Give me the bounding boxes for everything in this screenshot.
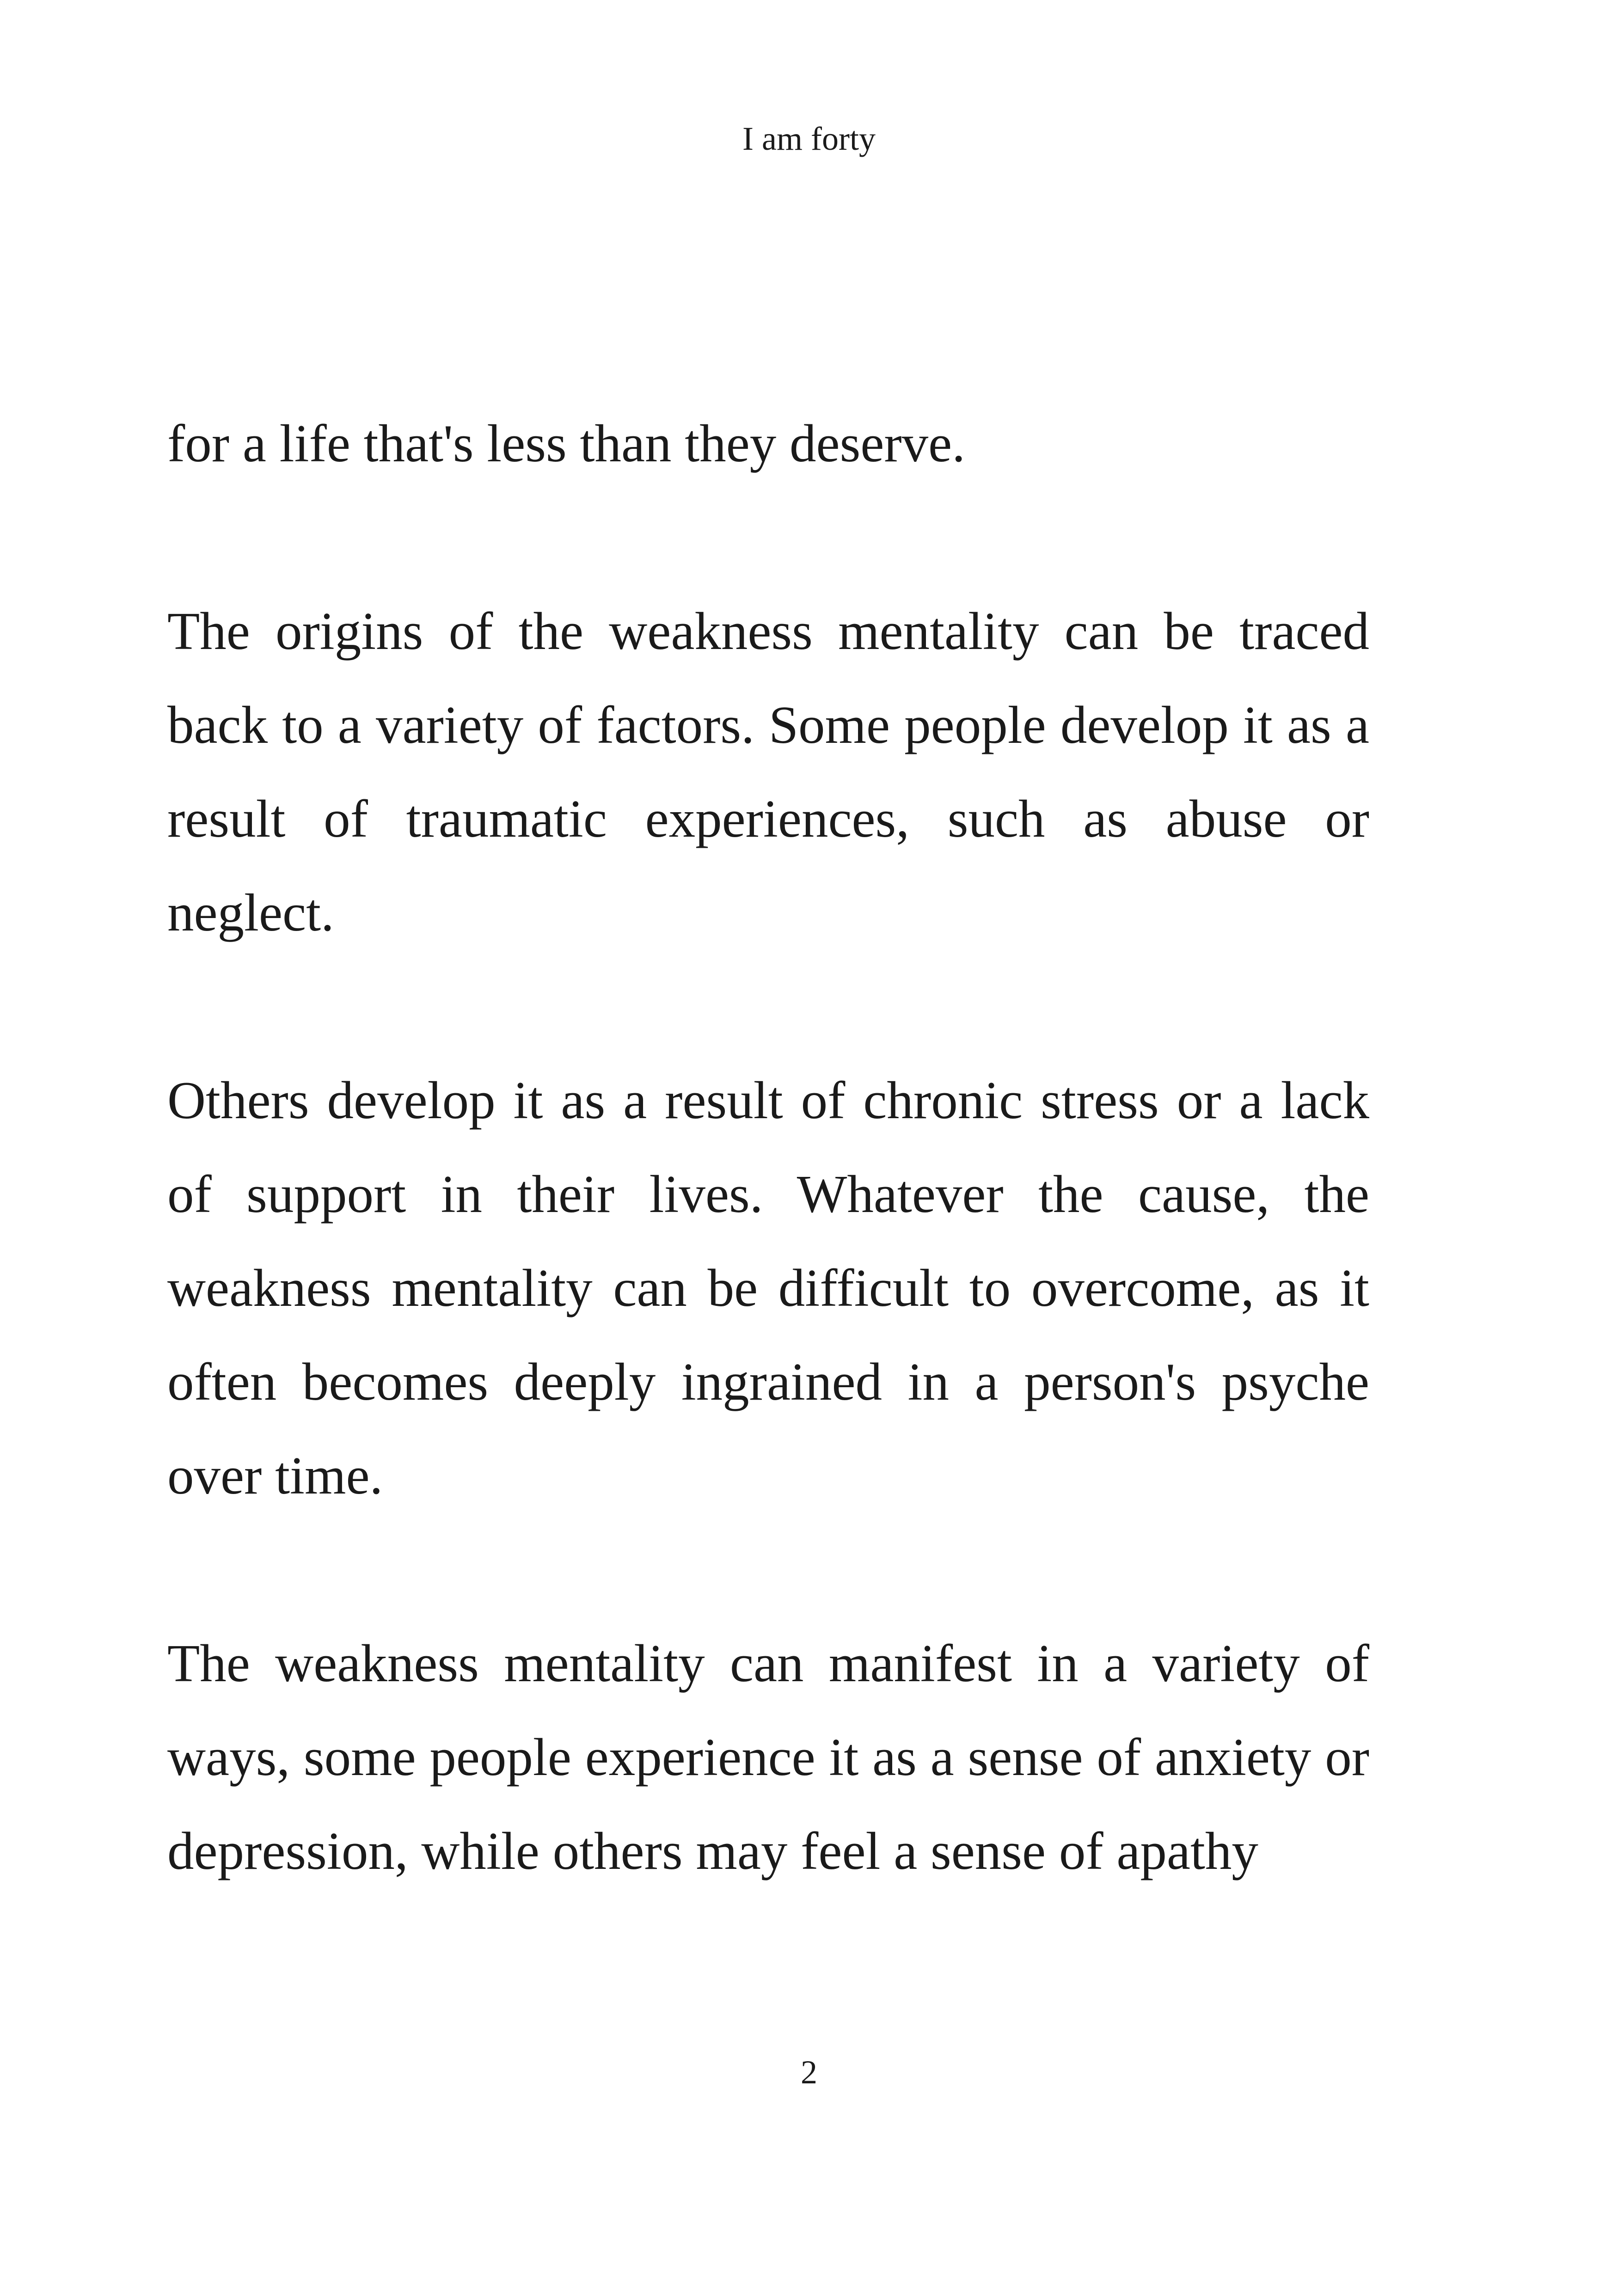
paragraph: The origins of the weakness mentality can be traced back to a variety of factors. Some people develop it as a result of traumatic experiences, such as abuse or neglect. bbox=[167, 602, 1369, 942]
running-header: I am forty bbox=[742, 120, 876, 157]
paragraph: The weakness mentality can manifest in a variety of ways, some people experience it as a sense of anxiety or depression, while others may feel a sense of apathy bbox=[167, 1634, 1369, 1880]
page-number: 2 bbox=[801, 2054, 817, 2091]
paragraph: Others develop it as a result of chronic stress or a lack of support in their lives. Whatever the cause, the weakness mentality can be difficult to overcome, as it often becomes deeply ingrained in a person's psyche over time. bbox=[167, 1071, 1369, 1505]
body-text bbox=[167, 397, 1369, 1898]
paragraph: for a life that's less than they deserve. bbox=[167, 414, 965, 473]
